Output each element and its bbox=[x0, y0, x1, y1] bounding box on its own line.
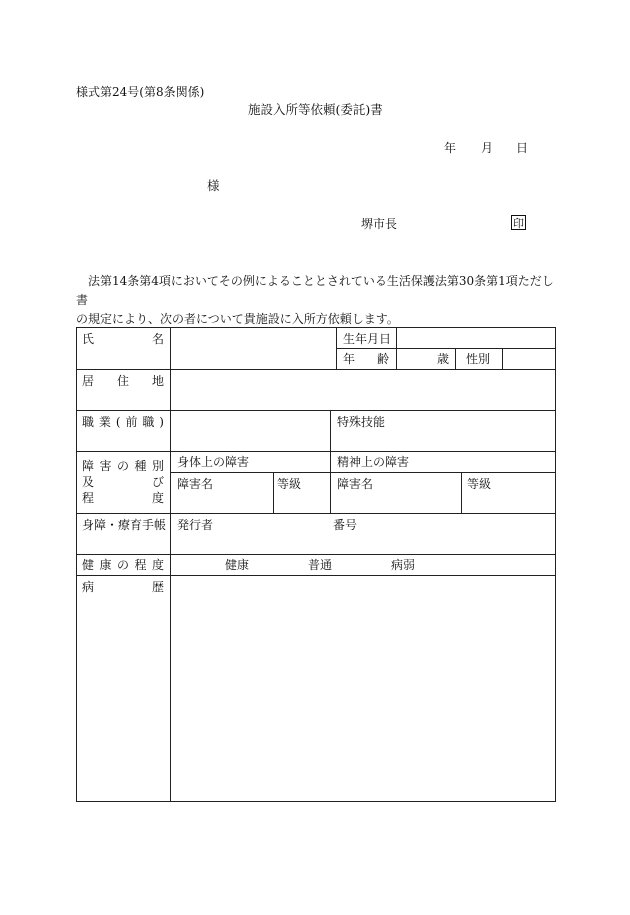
name-label: 氏 名 bbox=[82, 332, 164, 346]
special-skill-label: 特殊技能 bbox=[337, 415, 386, 429]
health-option-healthy: 健康 bbox=[225, 558, 250, 572]
label-column-divider bbox=[170, 327, 171, 802]
health-option-normal: 普通 bbox=[308, 558, 333, 572]
date-day-label: 日 bbox=[516, 141, 529, 155]
mental-disability-name-label: 障害名 bbox=[337, 477, 374, 491]
occupation-label: 職 業 ( 前 職 ) bbox=[82, 415, 164, 429]
disability-label-line1: 障 害 の 種 別 bbox=[82, 459, 164, 473]
table-border-left bbox=[76, 327, 77, 802]
handbook-label: 身障・療育手帳 bbox=[82, 518, 167, 532]
table-border-top bbox=[76, 327, 556, 328]
handbook-number-label: 番号 bbox=[333, 518, 358, 532]
row-line-name-end bbox=[76, 369, 556, 370]
issuer-name: 堺市長 bbox=[361, 217, 398, 231]
health-label: 健 康 の 程 度 bbox=[82, 558, 164, 572]
mental-grade-label: 等級 bbox=[467, 477, 492, 491]
col-line-grade-1 bbox=[273, 472, 274, 513]
sex-label: 性別 bbox=[466, 352, 491, 366]
health-option-weak: 病弱 bbox=[391, 558, 416, 572]
body-line-1: 法第14条第4項においてその例によることとされている生活保護法第30条第1項ただし書 bbox=[76, 274, 554, 307]
row-line-health-end bbox=[76, 575, 556, 576]
disability-label-line3: 程 度 bbox=[82, 491, 164, 505]
date-year-label: 年 bbox=[444, 141, 457, 155]
row-line-disability-type bbox=[170, 472, 556, 473]
table-border-right bbox=[555, 327, 556, 802]
col-line-sex-value bbox=[502, 348, 503, 369]
addressee-honorific: 様 bbox=[207, 178, 220, 193]
col-line-birth bbox=[336, 327, 337, 369]
form-number: 様式第24号(第8条関係) bbox=[76, 85, 205, 99]
row-line-handbook-end bbox=[76, 554, 556, 555]
date-month-label: 月 bbox=[481, 141, 494, 155]
age-label: 年 齢 bbox=[343, 352, 389, 366]
physical-disability-label: 身体上の障害 bbox=[177, 455, 250, 469]
col-line-grade-2 bbox=[461, 472, 462, 513]
physical-grade-label: 等級 bbox=[277, 477, 302, 491]
col-line-skill-mental bbox=[330, 410, 331, 513]
body-line-2: の規定により、次の者について貴施設に入所方依頼します。 bbox=[76, 312, 399, 326]
row-line-address-end bbox=[76, 410, 556, 411]
seal-mark: 印 bbox=[513, 217, 524, 230]
birthdate-label: 生年月日 bbox=[343, 332, 392, 346]
row-line-disability-end bbox=[76, 513, 556, 514]
document-title: 施設入所等依頼(委託)書 bbox=[248, 102, 383, 117]
medical-history-label: 病 歴 bbox=[82, 580, 164, 594]
table-border-bottom bbox=[76, 801, 556, 802]
physical-disability-name-label: 障害名 bbox=[177, 477, 214, 491]
row-line-birth-age bbox=[336, 348, 556, 349]
col-line-sex-label bbox=[455, 348, 456, 369]
address-label: 居 住 地 bbox=[82, 374, 164, 388]
age-unit: 歳 bbox=[437, 352, 450, 366]
row-line-occupation-end bbox=[76, 451, 556, 452]
mental-disability-label: 精神上の障害 bbox=[337, 455, 410, 469]
disability-label-line2: 及 び bbox=[82, 475, 164, 489]
col-line-birth-value bbox=[396, 327, 397, 369]
handbook-issuer-label: 発行者 bbox=[177, 518, 214, 532]
